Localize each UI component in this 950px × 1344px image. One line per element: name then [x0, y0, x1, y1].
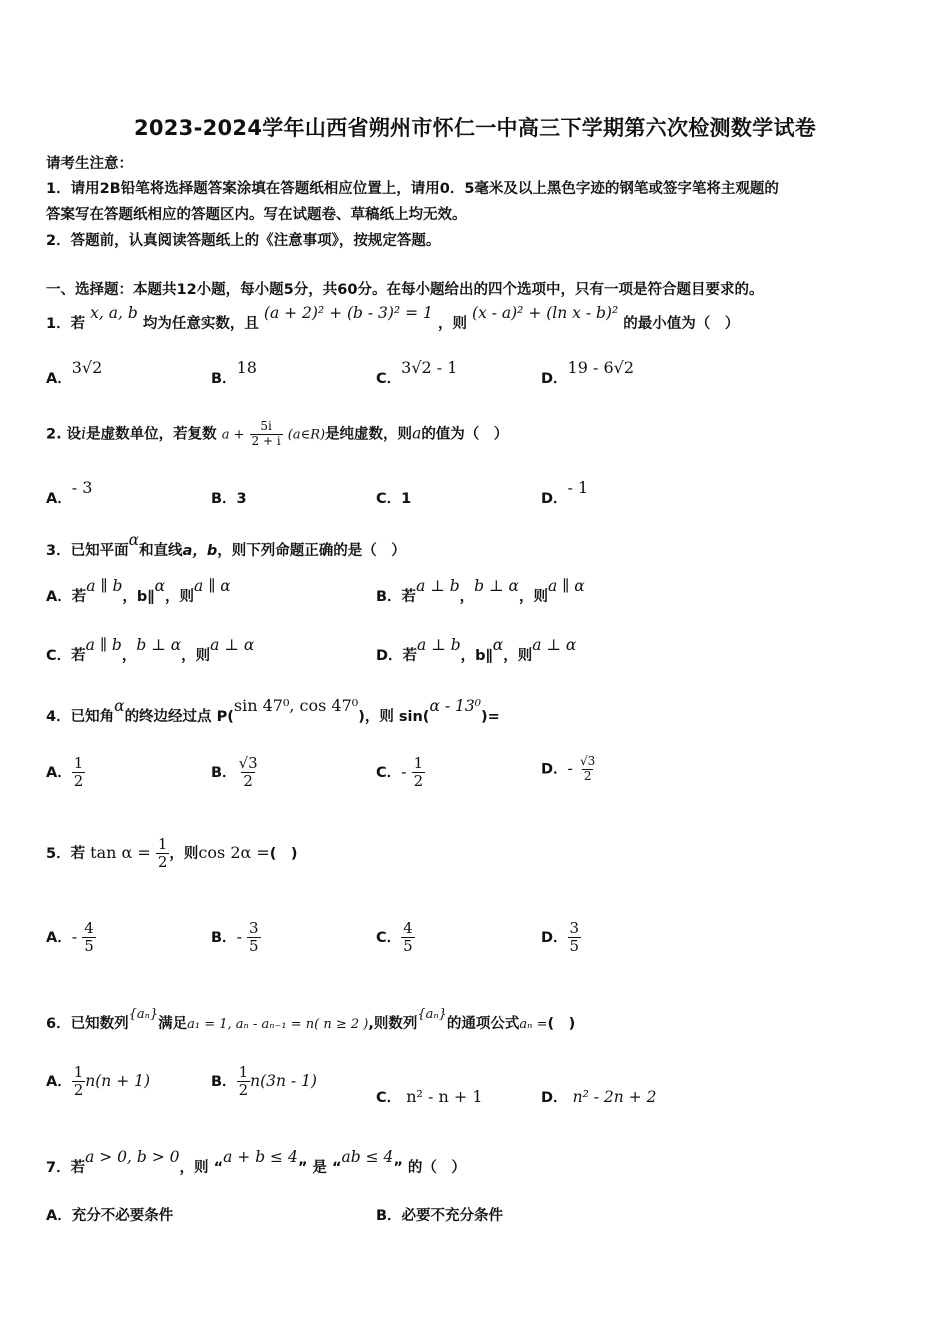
q3-option-d[interactable]: D．若a ⊥ b，b∥α，则a ⊥ α	[376, 636, 577, 664]
q1-condition: (a + 2)² + (b - 3)² = 1	[263, 304, 433, 322]
q2-text-1: 2. 设	[46, 426, 82, 443]
q2-prefix: a +	[221, 427, 245, 443]
question-7	[46, 1148, 466, 1177]
q3-text-2: 和直线	[139, 543, 183, 559]
q6-text-3: ,则数列	[368, 1016, 418, 1032]
q4-alpha: α	[114, 697, 125, 715]
q2-option-d[interactable]: D．- 1	[541, 478, 589, 507]
q7-text-3: ” 是 “	[297, 1160, 342, 1176]
q6-sequence: {aₙ}	[128, 1007, 159, 1022]
q4-text-2: 的终边经过点 P(	[124, 709, 234, 725]
q7-p: a + b ≤ 4	[223, 1148, 298, 1166]
notice-line-1: 1．请用2B铅笔将选择题答案涂填在答题纸相应位置上，请用0．5毫米及以上黑色字迹的钢笔或签字笔将主观题的	[46, 181, 779, 197]
q5-option-c[interactable]: C． $\frac{4}{5}$	[376, 919, 413, 956]
q6-option-c[interactable]: C． n² - n + 1	[376, 1087, 483, 1106]
q1-text-2: ，则	[437, 316, 467, 332]
q2-text-2: 是虚数单位，若复数	[86, 426, 217, 443]
q7-q: ab ≤ 4	[341, 1148, 394, 1166]
q6-text-5: ( )	[547, 1016, 576, 1032]
q6-option-d[interactable]: D． n² - 2n + 2	[541, 1088, 657, 1106]
question-5	[46, 836, 298, 872]
q3-option-c[interactable]: C．若a ∥ b，b ⊥ α，则a ⊥ α	[46, 636, 255, 664]
q1-option-d-value: 19 - 6√2	[567, 358, 635, 377]
q1-text-3: 的最小值为（ ）	[623, 316, 740, 332]
q1-expression: (x - a)² + (ln x - b)²	[472, 304, 619, 322]
q2-text-3: 是纯虚数，则	[325, 426, 413, 443]
q2-condition: (a∈R)	[287, 427, 326, 443]
q1-text-1: 均为任意实数，且	[142, 316, 259, 332]
q6-option-a[interactable]: A． $\frac{1}{2}$ n(n + 1)	[46, 1063, 151, 1100]
notice-line-2: 答案写在答题纸相应的答题区内。写在试题卷、草稿纸上均无效。	[46, 207, 467, 223]
q2-option-d-value: - 1	[567, 478, 589, 497]
q4-option-d[interactable]: D．- $\frac{√3}{2}$	[541, 754, 596, 783]
q7-text-4: ” 的（ ）	[393, 1160, 466, 1176]
q4-point: sin 47⁰, cos 47⁰	[233, 696, 359, 715]
q4-text-3: )，则 sin(	[358, 709, 430, 725]
q5-expression: cos 2α =	[198, 842, 270, 862]
q6-option-b[interactable]: B． $\frac{1}{2}$ n(3n - 1)	[211, 1063, 317, 1100]
q2-option-a-value: - 3	[71, 478, 93, 497]
q6-condition-1: a₁ = 1	[187, 1017, 228, 1032]
notice-line-3: 2．答题前，认真阅读答题纸上的《注意事项》，按规定答题。	[46, 233, 441, 249]
q4-text-4: )=	[480, 709, 500, 725]
q3-text-3: ，则下列命题正确的是（ ）	[217, 543, 406, 559]
q7-condition: a > 0, b > 0	[85, 1148, 180, 1166]
q3-alpha: α	[128, 531, 140, 549]
q6-condition-2: , aₙ - aₙ₋₁ = n	[227, 1017, 315, 1032]
q2-option-a[interactable]: A．- 3	[46, 478, 93, 507]
q6-sequence-2: {aₙ}	[417, 1007, 447, 1022]
q5-condition: tan α =	[90, 842, 151, 862]
question-2	[46, 420, 508, 449]
q7-text-2: ，则 “	[179, 1160, 224, 1176]
q1-vars: x, a, b	[90, 304, 138, 322]
q4-option-a[interactable]: A． $\frac{1}{2}$	[46, 754, 84, 791]
question-6	[46, 1007, 576, 1033]
q5-option-b[interactable]: B．- $\frac{3}{5}$	[211, 919, 259, 956]
q6-text-2: 满足	[158, 1016, 188, 1032]
q2-i: i	[81, 424, 87, 443]
q3-option-b[interactable]: B．若a ⊥ b，b ⊥ α，则a ∥ α	[376, 577, 585, 605]
q1-option-a-value: 3√2	[71, 358, 103, 377]
q2-text-4: 的值为（ ）	[421, 426, 509, 443]
q5-text-3: ( )	[269, 845, 298, 862]
q6-an: aₙ =	[519, 1017, 548, 1032]
question-1	[46, 304, 740, 333]
q6-text-1: 6．已知数列	[46, 1016, 129, 1032]
q2-a: a	[412, 424, 422, 443]
question-3	[46, 531, 406, 560]
q3-option-a[interactable]: A．若a ∥ b，b∥α，则a ∥ α	[46, 577, 231, 605]
q7-option-a[interactable]: A．充分不必要条件	[46, 1208, 174, 1224]
q3-text-1: 3．已知平面	[46, 543, 129, 559]
q6-text-4: 的通项公式	[446, 1016, 520, 1032]
q1-option-b[interactable]: B．18	[211, 358, 257, 387]
question-4	[46, 696, 500, 726]
q1-option-b-value: 18	[236, 358, 257, 377]
q7-text-1: 7．若	[46, 1160, 86, 1176]
q4-text-1: 4．已知角	[46, 709, 115, 725]
q5-option-d[interactable]: D． $\frac{3}{5}$	[541, 919, 580, 956]
q4-option-c[interactable]: C．- $\frac{1}{2}$	[376, 754, 424, 791]
q2-option-b[interactable]: B．3	[211, 491, 247, 507]
q4-argument: α - 13⁰	[429, 697, 481, 715]
section-heading: 一、选择题：本题共12小题，每小题5分，共60分。在每小题给出的四个选项中，只有一项是符合题目要求的。	[46, 282, 764, 298]
page-title: 2023-2024学年山西省朔州市怀仁一中高三下学期第六次检测数学试卷	[133, 116, 817, 140]
q3-lines: a，b	[182, 543, 218, 559]
q4-option-b[interactable]: B． $\frac{√3}{2}$	[211, 754, 258, 791]
q2-fraction: $\frac{5i}{2 + i}$	[251, 419, 281, 448]
q6-condition-3: ( n ≥ 2 )	[314, 1017, 369, 1032]
q1-option-c[interactable]: C．3√2 - 1	[376, 358, 458, 387]
q5-text-1: 5．若	[46, 845, 86, 862]
q5-fraction: $\frac{1}{2}$	[157, 835, 168, 872]
q1-option-d[interactable]: D．19 - 6√2	[541, 358, 635, 387]
q1-option-a[interactable]: A．3√2	[46, 358, 103, 387]
q5-text-2: ，则	[169, 845, 199, 862]
notice-heading: 请考生注意：	[46, 156, 133, 172]
q1-num: 1．若	[46, 316, 86, 332]
q1-option-c-value: 3√2 - 1	[401, 358, 458, 377]
q5-option-a[interactable]: A．- $\frac{4}{5}$	[46, 919, 94, 956]
q2-option-c[interactable]: C．1	[376, 491, 412, 507]
q7-option-b[interactable]: B．必要不充分条件	[376, 1208, 504, 1224]
